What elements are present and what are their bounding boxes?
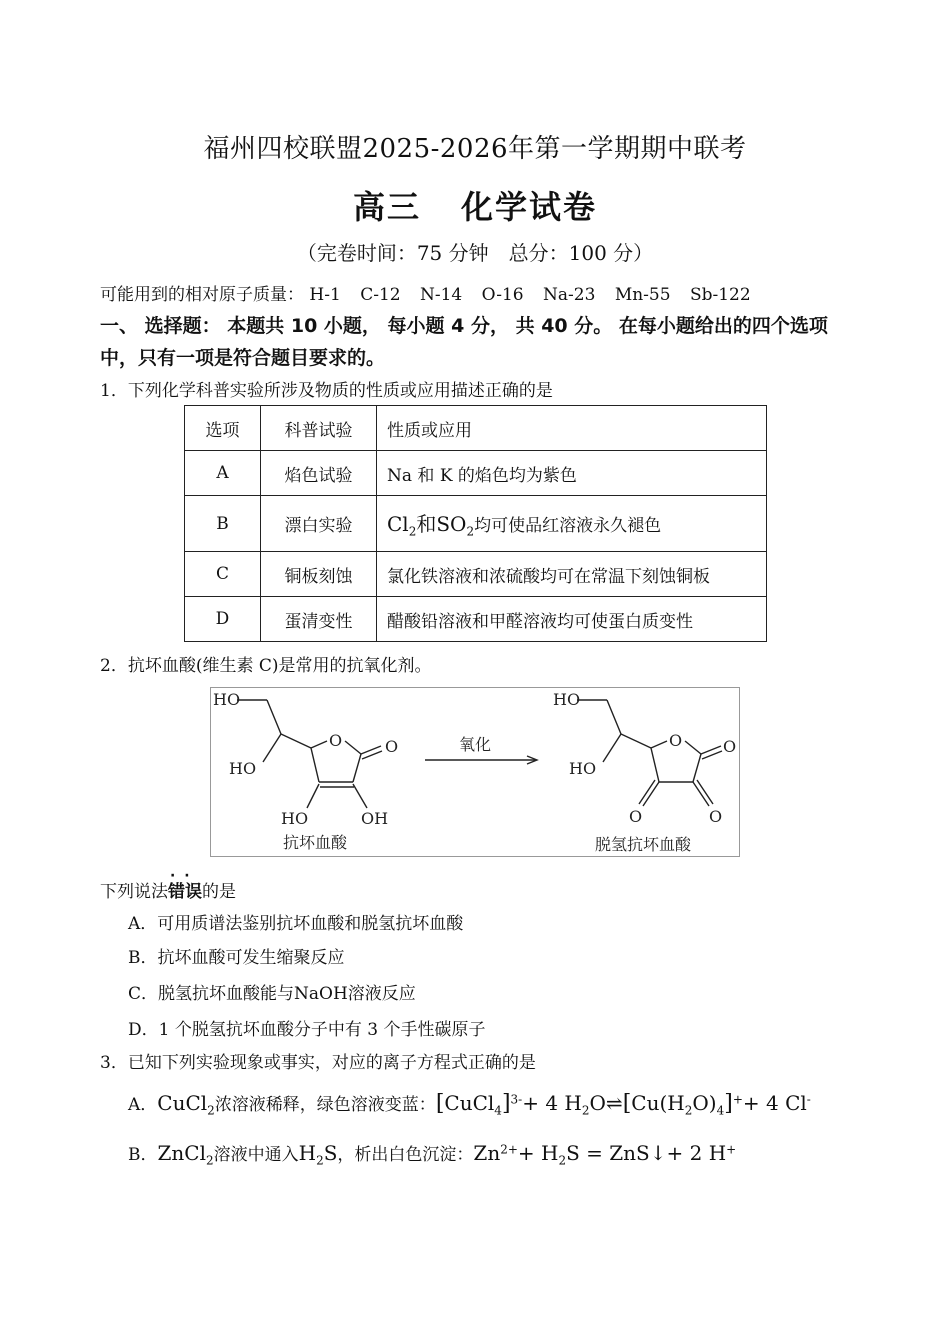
bond-line	[267, 700, 281, 734]
q2-option-d: D．1 个脱氢抗坏血酸分子中有 3 个手性碳原子	[128, 1020, 486, 1040]
bond-line	[693, 754, 701, 782]
table-cell: 焰色试验	[261, 451, 377, 496]
q3-option-b: B．ZnCl$_2$溶液中通入$H_2S$，析出白色沉淀：$Zn^{2+}+ H_2S$ = ZnS↓+ 2 H+	[128, 1141, 737, 1168]
bond-line	[281, 734, 311, 748]
table-cell: A	[185, 451, 261, 496]
table-header-row	[185, 406, 767, 451]
bond-line	[621, 734, 651, 748]
q1-table	[184, 405, 767, 642]
mass-item: O-16	[481, 285, 524, 305]
reaction-figure	[210, 687, 740, 857]
atomic-mass-line	[100, 280, 765, 305]
reactant-name: 抗坏血酸	[283, 833, 348, 852]
grade-label: 高三	[352, 188, 421, 226]
mass-item: N-14	[420, 285, 463, 305]
label-HO: HO	[569, 759, 597, 778]
q1-stem: 1．下列化学科普实验所涉及物质的性质或应用描述正确的是	[100, 381, 553, 401]
table-cell: D	[185, 597, 261, 642]
table-cell: 氯化铁溶液和浓硫酸均可在常温下刻蚀铜板	[377, 552, 767, 597]
q2-option-b: B．抗坏血酸可发生缩聚反应	[128, 948, 345, 968]
label-OH: OH	[361, 809, 389, 828]
table-header: 性质或应用	[377, 406, 767, 451]
bond-line	[307, 784, 319, 808]
label-O: O	[669, 731, 683, 750]
label-HO: HO	[553, 690, 581, 709]
table-cell: C	[185, 552, 261, 597]
bond-line	[651, 741, 667, 748]
emphasis-wrong: · · 错误	[168, 882, 202, 902]
subject-label: 化学试卷	[461, 188, 598, 226]
bond-line	[345, 741, 361, 754]
q3-option-a: A．CuCl$_2$浓溶液稀释，绿色溶液变蓝：[CuCl$_4$]$^{3-}$+ 4 $H_2O\rightleftharpoons[Cu(H_2O)_4]^++ 4$ Cl-	[128, 1091, 811, 1118]
table-row	[185, 597, 767, 642]
exam-title: 福州四校联盟2025-2026年第一学期期中联考	[203, 134, 747, 164]
bond-line	[311, 741, 327, 748]
product-name: 脱氢抗坏血酸	[595, 835, 692, 854]
label-HO: HO	[229, 759, 257, 778]
q2-option-c: C．脱氢抗坏血酸能与NaOH溶液反应	[128, 984, 416, 1004]
section-heading: 一、 选择题： 本题共 10 小题， 每小题 4 分， 共 40 分。 在每小题给出的四个选项中，只有一项是符合题目要求的。	[100, 315, 828, 369]
exam-subject	[0, 182, 950, 228]
bond-line	[353, 754, 361, 782]
table-cell: B	[185, 496, 261, 552]
table-header: 科普试验	[261, 406, 377, 451]
mass-item: Na-23	[543, 285, 596, 305]
bond-line	[685, 741, 701, 754]
label-O: O	[329, 731, 343, 750]
table-header: 选项	[185, 406, 261, 451]
label-O: O	[723, 737, 737, 756]
label-O: O	[709, 807, 723, 826]
bond-line	[651, 748, 659, 782]
bond-line	[263, 734, 281, 762]
table-cell: Na 和 K 的焰色均为紫色	[377, 451, 767, 496]
q2-prompt: 下列说法· · 错误的是	[100, 877, 236, 902]
mass-item: C-12	[360, 285, 401, 305]
table-cell: 蛋清变性	[261, 597, 377, 642]
bond-line	[603, 734, 621, 762]
q2-stem: 2．抗坏血酸(维生素 C)是常用的抗氧化剂。	[100, 656, 432, 676]
table-cell: 铜板刻蚀	[261, 552, 377, 597]
table-row	[185, 552, 767, 597]
q2-option-a: A．可用质谱法鉴别抗坏血酸和脱氢抗坏血酸	[128, 914, 464, 934]
label-HO: HO	[213, 690, 241, 709]
table-cell: 醋酸铅溶液和甲醛溶液均可使蛋白质变性	[377, 597, 767, 642]
atomic-mass-label: 可能用到的相对原子质量：	[100, 285, 304, 305]
mass-item: H-1	[309, 285, 341, 305]
label-HO: HO	[281, 809, 309, 828]
table-cell: 漂白实验	[261, 496, 377, 552]
mass-item: Mn-55	[614, 285, 671, 305]
arrow-label: 氧化	[459, 735, 492, 754]
bond-line	[607, 700, 621, 734]
bond-line	[311, 748, 319, 782]
table-cell: $Cl_2$和$SO_2$均可使品红溶液永久褪色	[377, 496, 767, 552]
bond-line	[353, 784, 367, 808]
exam-time-info: （完卷时间：75 分钟 总分：100 分）	[296, 241, 654, 265]
table-row	[185, 496, 767, 552]
label-O: O	[385, 737, 399, 756]
table-row	[185, 451, 767, 496]
mass-item: Sb-122	[689, 285, 751, 305]
q3-stem: 3．已知下列实验现象或事实，对应的离子方程式正确的是	[100, 1053, 536, 1073]
label-O: O	[629, 807, 643, 826]
